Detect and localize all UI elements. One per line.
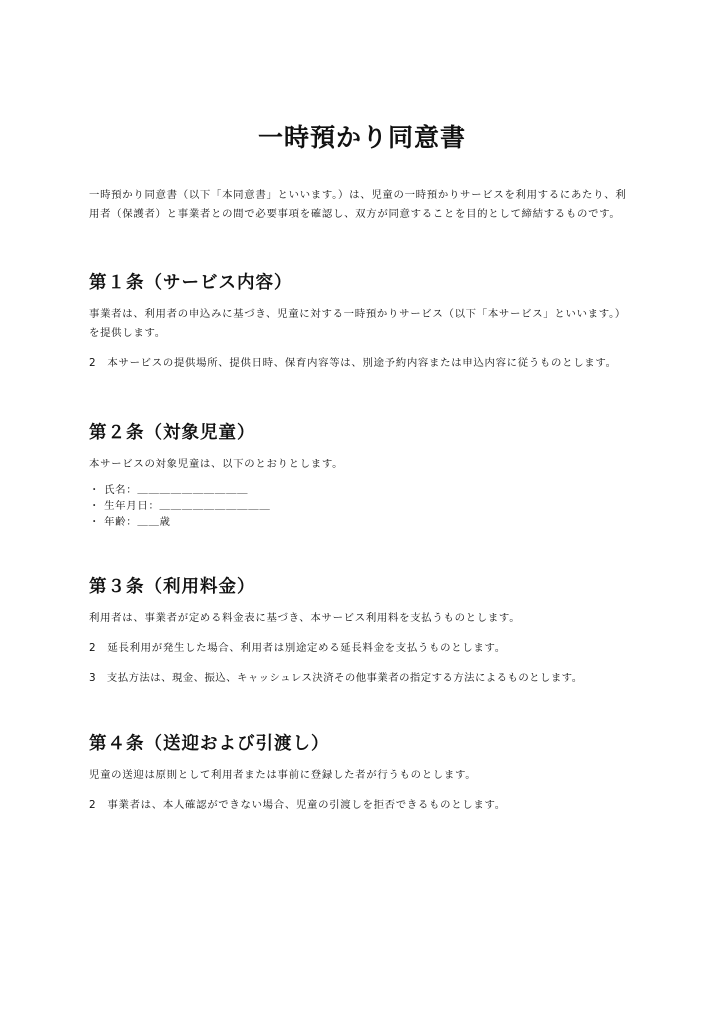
article-3-paragraph-3: 3 支払方法は、現金、振込、キャッシュレス決済その他事業者の指定する方法によるものとします。: [89, 672, 583, 684]
article-2-heading: 第２条（対象児童）: [89, 423, 256, 443]
article-1-paragraph-1: 事業者は、利用者の申込みに基づき、児童に対する一時預かりサービス（以下「本サービス」といいます。）を提供します。: [89, 308, 626, 339]
article-1-heading: 第１条（サービス内容）: [89, 273, 293, 293]
child-age-field: ・ 年齢：＿＿歳: [89, 516, 171, 528]
document-body: [89, 186, 637, 815]
article-3-paragraph-2: 2 延長利用が発生した場合、利用者は別途定める延長料金を支払うものとします。: [89, 642, 506, 654]
article-2-paragraph-1: 本サービスの対象児童は、以下のとおりとします。: [89, 458, 344, 470]
article-4-heading: 第４条（送迎および引渡し）: [89, 734, 330, 754]
article-3: [89, 575, 637, 688]
article-1-paragraph-2: 2 本サービスの提供場所、提供日時、保育内容等は、別途予約内容または申込内容に従うものとします。: [89, 357, 617, 369]
article-4-paragraph-1: 児童の送迎は原則として利用者または事前に登録した者が行うものとします。: [89, 769, 477, 781]
article-4-paragraph-2: 2 事業者は、本人確認ができない場合、児童の引渡しを拒否できるものとします。: [89, 799, 506, 811]
intro-paragraph: 一時預かり同意書（以下「本同意書」といいます。）は、児童の一時預かりサービスを利用するにあたり、利用者（保護者）と事業者との間で必要事項を確認し、双方が同意することを目的として締結するものです。: [89, 189, 627, 220]
article-3-heading: 第３条（利用料金）: [89, 577, 256, 597]
article-3-paragraph-1: 利用者は、事業者が定める料金表に基づき、本サービス利用料を支払うものとします。: [89, 612, 521, 624]
article-4: [89, 732, 637, 815]
document-title: 一時預かり同意書: [257, 123, 466, 152]
child-info-fields: [89, 482, 637, 530]
article-2: [89, 421, 637, 530]
article-1: [89, 271, 637, 373]
child-name-field: ・ 氏名：＿＿＿＿＿＿＿＿＿＿: [89, 484, 249, 496]
child-birthdate-field: ・ 生年月日：＿＿＿＿＿＿＿＿＿＿: [89, 500, 271, 512]
